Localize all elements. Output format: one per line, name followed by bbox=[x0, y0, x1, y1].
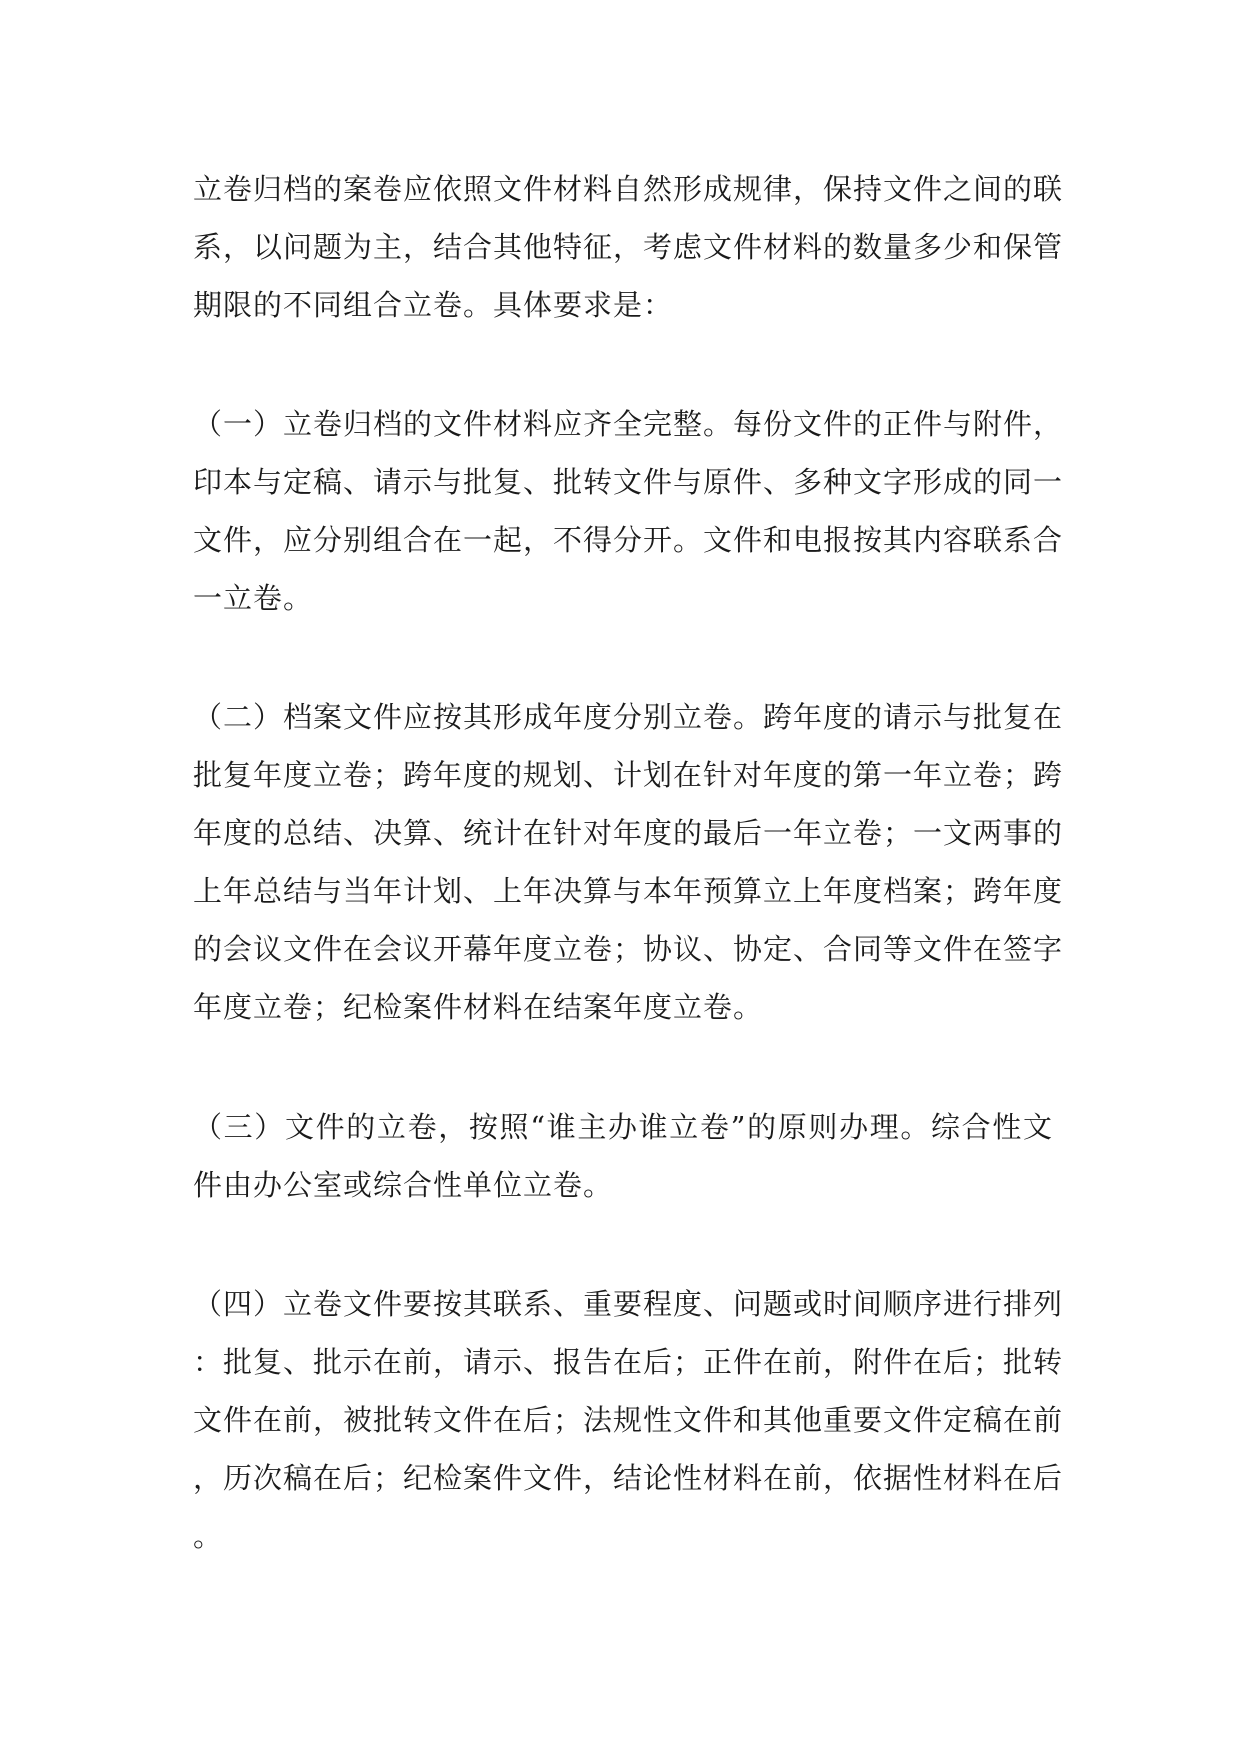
text-line: （二）档案文件应按其形成年度分别立卷。跨年度的请示与批复在 bbox=[193, 700, 1064, 734]
text-line: 立卷归档的案卷应依照文件材料自然形成规律，保持文件之间的联 bbox=[193, 172, 1064, 206]
text-line: 年度立卷；纪检案件材料在结案年度立卷。 bbox=[193, 990, 764, 1024]
text-line: （四）立卷文件要按其联系、重要程度、问题或时间顺序进行排列 bbox=[193, 1287, 1064, 1321]
text-line: 。 bbox=[193, 1519, 224, 1553]
paragraph-item-2 bbox=[193, 688, 1064, 1036]
text-line: 系，以问题为主，结合其他特征，考虑文件材料的数量多少和保管 bbox=[193, 230, 1064, 264]
text-line: （一）立卷归档的文件材料应齐全完整。每份文件的正件与附件， bbox=[193, 407, 1064, 441]
text-line: 上年总结与当年计划、上年决算与本年预算立上年度档案；跨年度 bbox=[193, 874, 1064, 908]
text-line: 一立卷。 bbox=[193, 581, 314, 615]
text-line: ：批复、批示在前，请示、报告在后；正件在前，附件在后；批转 bbox=[193, 1345, 1064, 1379]
text-line: 文件在前，被批转文件在后；法规性文件和其他重要文件定稿在前 bbox=[193, 1403, 1064, 1437]
text-line: （三）文件的立卷，按照“谁主办谁立卷”的原则办理。综合性文 bbox=[193, 1110, 1053, 1144]
text-line: 年度的总结、决算、统计在针对年度的最后一年立卷；一文两事的 bbox=[193, 816, 1064, 850]
paragraph-item-1 bbox=[193, 395, 1064, 627]
paragraph-item-4 bbox=[193, 1275, 1064, 1565]
text-line: ，历次稿在后；纪检案件文件，结论性材料在前，依据性材料在后 bbox=[193, 1461, 1064, 1495]
paragraph-intro bbox=[193, 160, 1064, 334]
text-line: 批复年度立卷；跨年度的规划、计划在针对年度的第一年立卷；跨 bbox=[193, 758, 1064, 792]
text-line: 件由办公室或综合性单位立卷。 bbox=[193, 1168, 614, 1202]
text-line: 文件，应分别组合在一起，不得分开。文件和电报按其内容联系合 bbox=[193, 523, 1064, 557]
text-line: 的会议文件在会议开幕年度立卷；协议、协定、合同等文件在签字 bbox=[193, 932, 1064, 966]
text-line: 印本与定稿、请示与批复、批转文件与原件、多种文字形成的同一 bbox=[193, 465, 1064, 499]
text-line: 期限的不同组合立卷。具体要求是： bbox=[193, 288, 674, 322]
paragraph-item-3 bbox=[193, 1098, 1053, 1214]
